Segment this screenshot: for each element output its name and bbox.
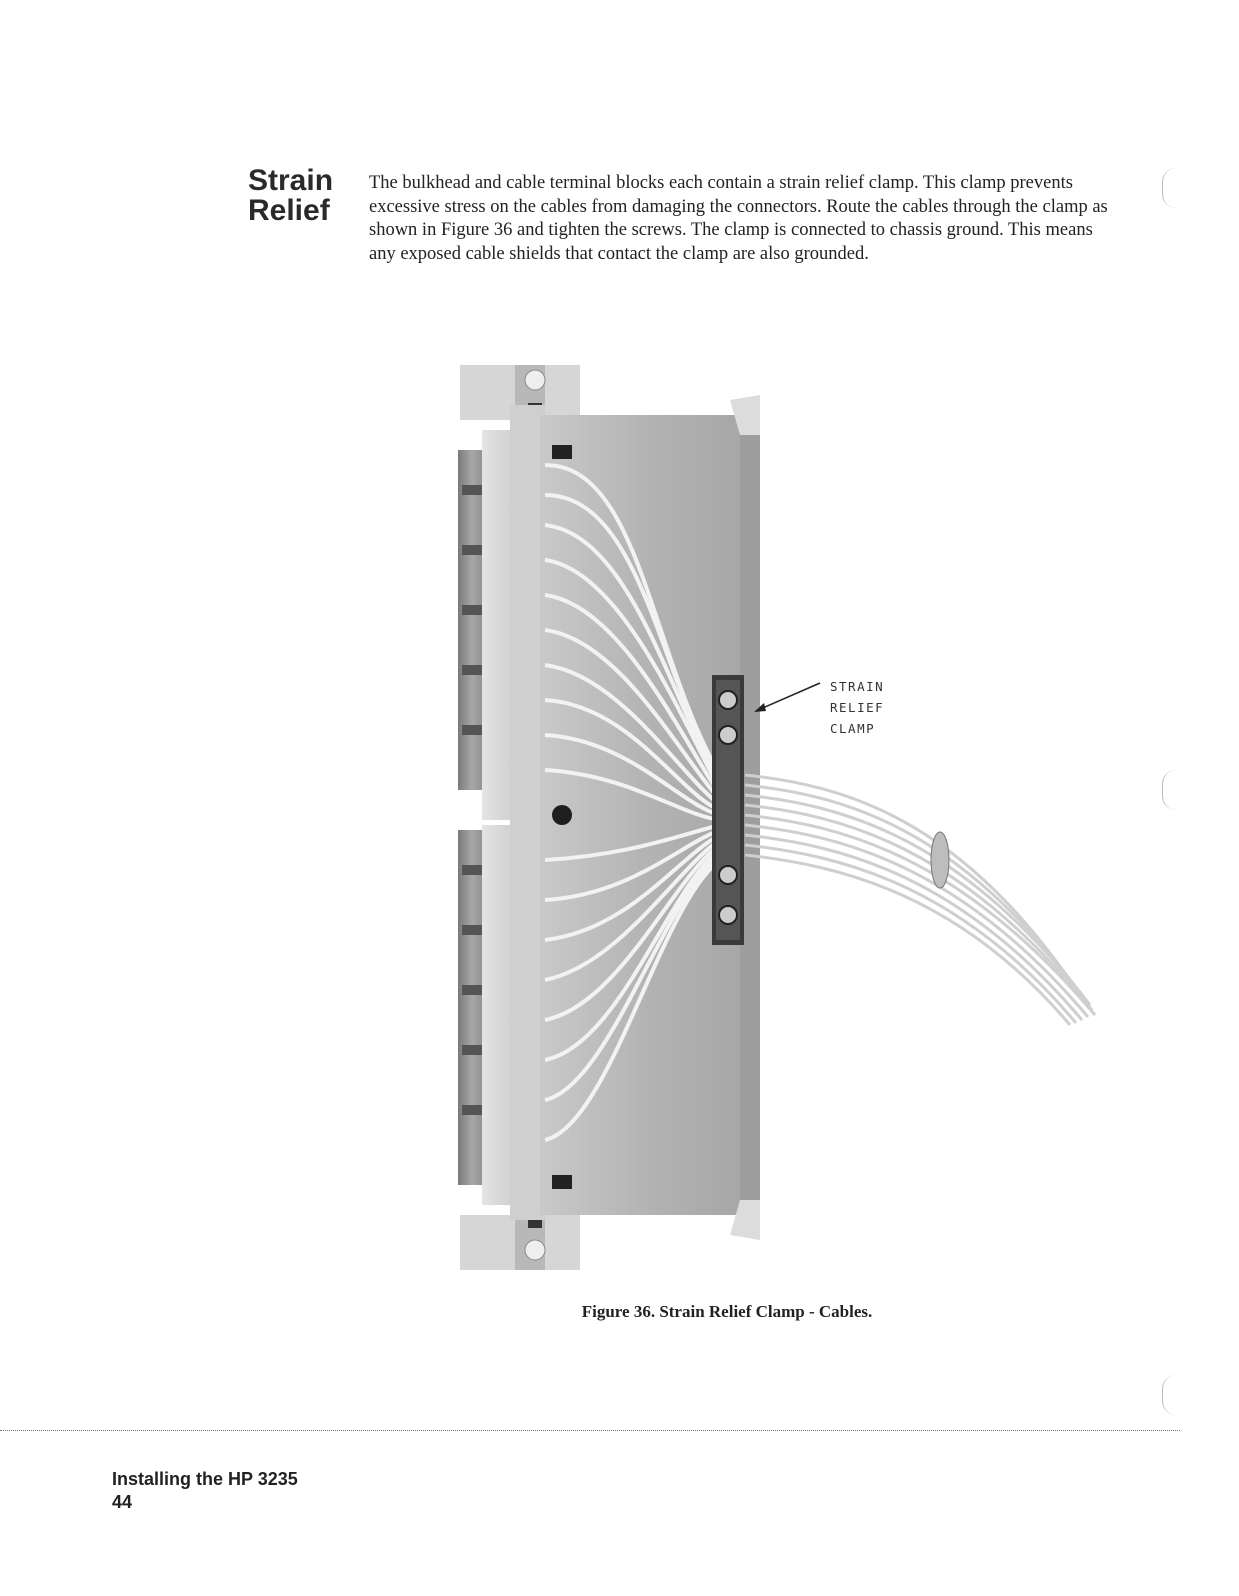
page-number: 44 (112, 1492, 133, 1512)
section-heading-line2: Relief (248, 194, 330, 227)
terminal-block-photo (440, 355, 1120, 1280)
figure-caption: Figure 36. Strain Relief Clamp - Cables. (581, 1302, 873, 1321)
section-heading (248, 166, 358, 226)
footer-rule (0, 1430, 1180, 1431)
callout-label (830, 676, 884, 739)
footer-title: Installing the HP 3235 (112, 1469, 298, 1489)
callout-line1: STRAIN (830, 679, 885, 694)
binding-mark (1162, 770, 1177, 810)
callout-line2: RELIEF (830, 700, 885, 715)
binding-mark (1162, 1375, 1177, 1415)
section-body: The bulkhead and cable terminal blocks each contain a strain relief clamp. This clamp prevents excessive stress on the cables from damaging the connectors. Route the cables through the clamp as shown in Figure 36 and tighten the screws. The clamp is connected to chassis ground. This means any exposed cable shields that contact the clamp are also grounded. (369, 173, 1108, 264)
binding-mark (1162, 168, 1177, 208)
section-heading-line1: Strain (248, 164, 334, 197)
page-footer (112, 1468, 298, 1514)
callout-line3: CLAMP (830, 721, 876, 736)
